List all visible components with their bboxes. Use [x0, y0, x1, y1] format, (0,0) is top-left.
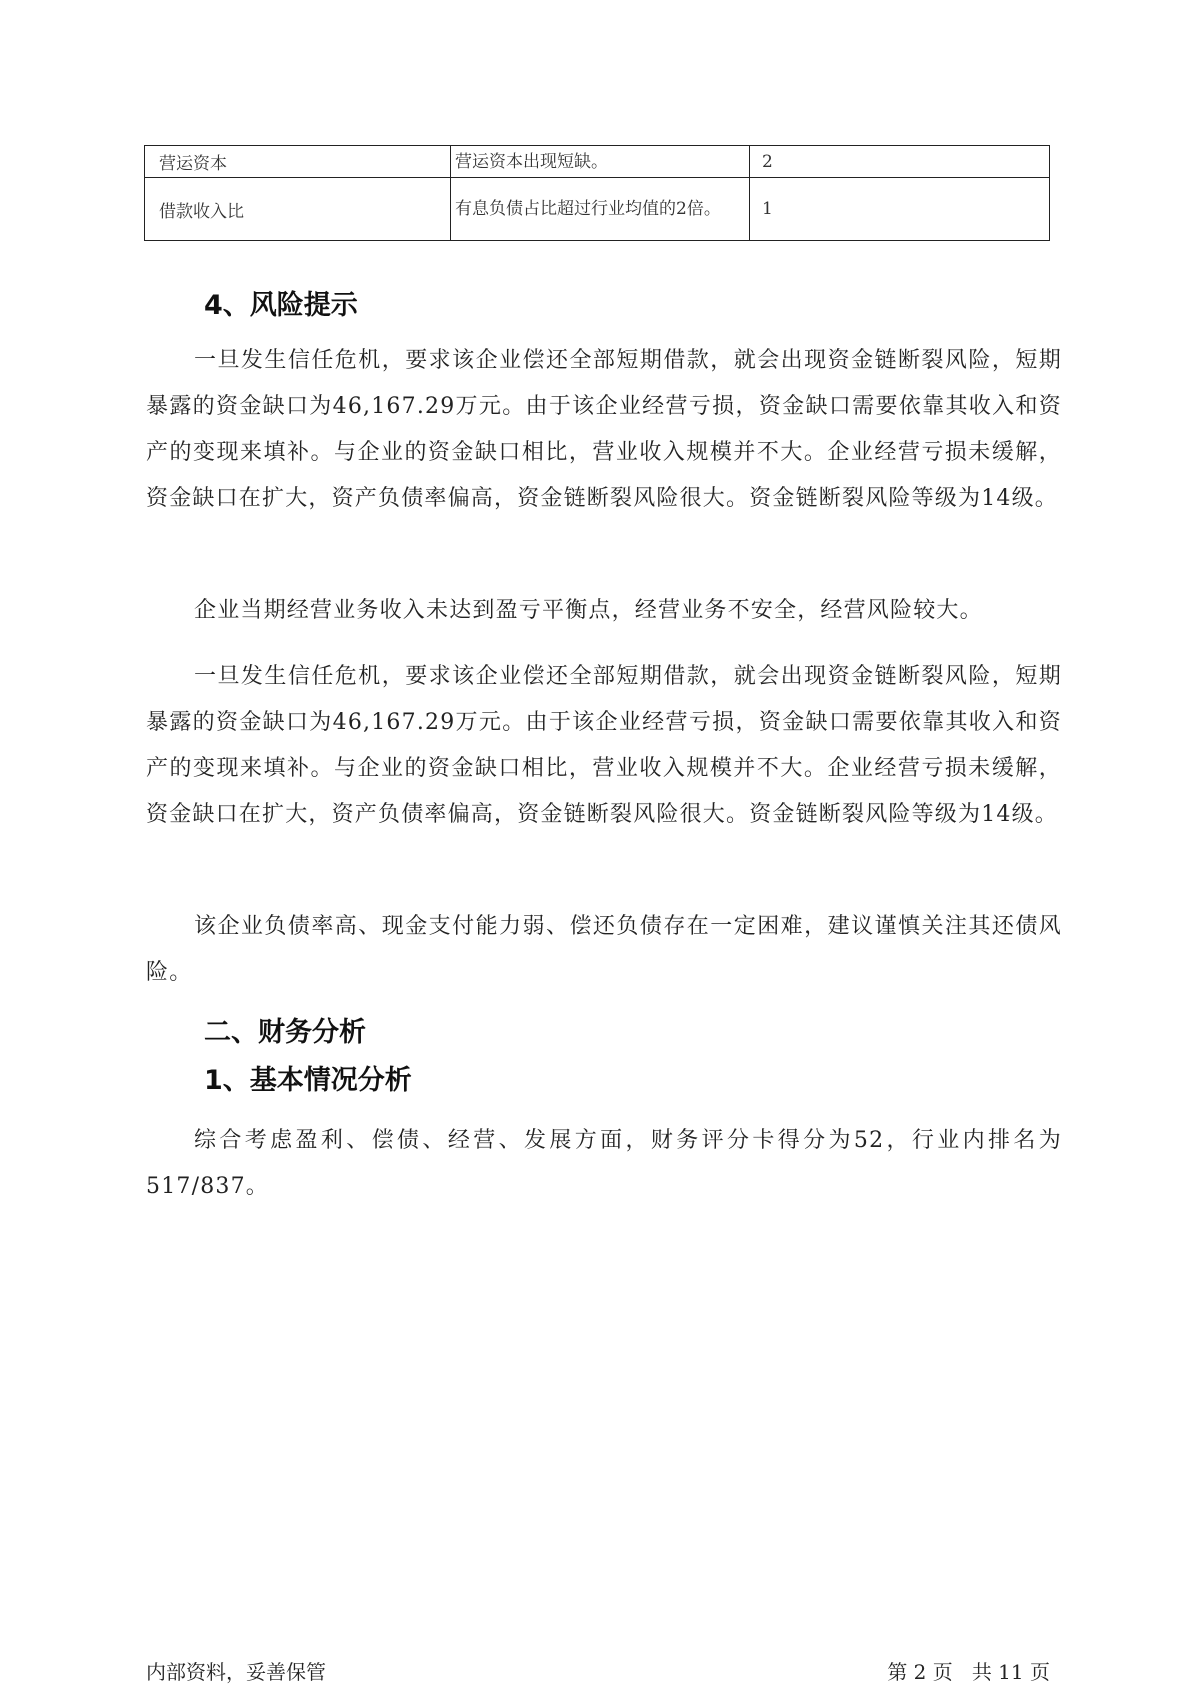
risk-indicator-table — [144, 145, 1050, 241]
indicator-description: 有息负债占比超过行业均值的2倍。 — [451, 178, 750, 241]
basic-analysis-paragraph: 综合考虑盈利、偿债、经营、发展方面，财务评分卡得分为52，行业内排名为517/837。 — [146, 1128, 1062, 1199]
risk-paragraph-4: 该企业负债率高、现金支付能力弱、偿还负债存在一定困难，建议谨慎关注其还债风险。 — [146, 914, 1062, 985]
risk-paragraph-3: 一旦发生信任危机，要求该企业偿还全部短期借款，就会出现资金链断裂风险，短期暴露的资金缺口为46,167.29万元。由于该企业经营亏损，资金缺口需要依靠其收入和资产的变现来填补。与企业的资金缺口相比，营业收入规模并不大。企业经营亏损未缓解，资金缺口在扩大，资产负债率偏高，资金链断裂风险很大。资金链断裂风险等级为14级。 — [146, 664, 1062, 827]
indicator-name: 营运资本 — [145, 146, 451, 178]
table-row — [145, 146, 1050, 178]
indicator-description: 营运资本出现短缺。 — [451, 146, 750, 178]
finance-heading: 二、财务分析 — [204, 1017, 366, 1048]
risk-paragraph-1: 一旦发生信任危机，要求该企业偿还全部短期借款，就会出现资金链断裂风险，短期暴露的资金缺口为46,167.29万元。由于该企业经营亏损，资金缺口需要依靠其收入和资产的变现来填补。与企业的资金缺口相比，营业收入规模并不大。企业经营亏损未缓解，资金缺口在扩大，资产负债率偏高，资金链断裂风险很大。资金链断裂风险等级为14级。 — [146, 348, 1062, 511]
page-number: 第 2 页 共 11 页 — [887, 1660, 1050, 1684]
risk-heading: 4、风险提示 — [204, 290, 358, 321]
indicator-value: 2 — [750, 146, 1050, 178]
basic-analysis-heading: 1、基本情况分析 — [204, 1065, 412, 1096]
indicator-value: 1 — [750, 178, 1050, 241]
table-row — [145, 178, 1050, 241]
indicator-name: 借款收入比 — [145, 178, 451, 241]
footer-note: 内部资料，妥善保管 — [146, 1660, 326, 1684]
risk-paragraph-2: 企业当期经营业务收入未达到盈亏平衡点，经营业务不安全，经营风险较大。 — [194, 598, 983, 623]
